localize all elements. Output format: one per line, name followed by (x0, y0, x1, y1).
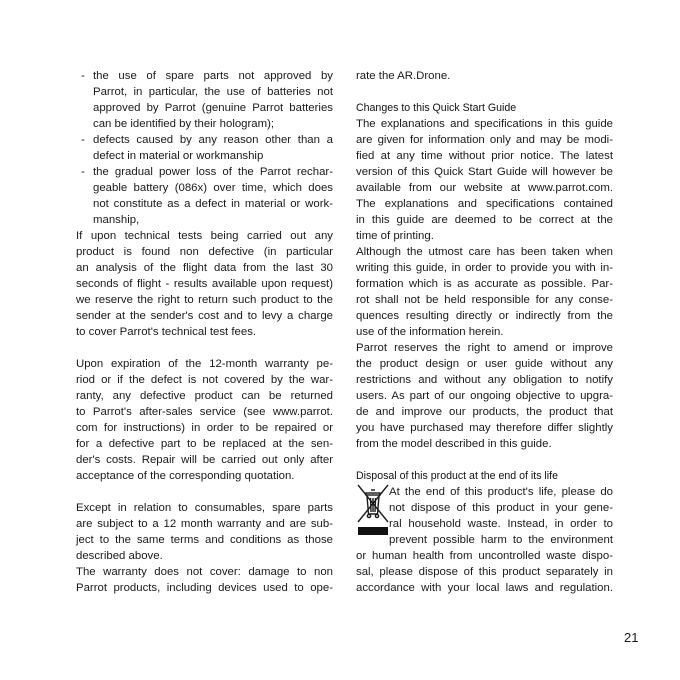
left-para-2-line: riod or if the defect is not covered by the war- (76, 374, 333, 386)
left-para-1-line: seconds of flight - results available upon request) (76, 278, 333, 290)
right-para-2-line: quences resulting directly or indirectly from the (356, 310, 613, 322)
right-para-4-indented-line: ral household waste. Instead, in order to (389, 518, 613, 530)
left-para-2-line: der's costs. Repair will be carried out only after (76, 454, 333, 466)
right-para-3-line: you have purchased may therefore differ slightly (356, 422, 613, 434)
bullet-3-line-2: geable battery (086x) over time, which does (93, 182, 333, 194)
bullet-3-line-1: the gradual power loss of the Parrot rechar- (93, 166, 333, 178)
right-para-3-line: Parrot reserves the right to amend or improve (356, 342, 613, 354)
right-para-4-line: accordance with your local laws and regulation. (356, 582, 613, 594)
right-para-3-line: de and improve our products, the product that (356, 406, 613, 418)
right-para-2-line: use of the information herein. (356, 326, 504, 338)
bullet-1-line-2: Parrot, in particular, the use of batteries not (93, 86, 333, 98)
left-para-1-line: to cover Parrot's technical test fees. (76, 326, 257, 338)
bullet-3-line-3: not constitute as a defect in material or work- (93, 198, 333, 210)
right-para-4-line: or human health from uncontrolled waste dispo- (356, 550, 613, 562)
right-para-4-line: sal, please dispose of this product separately in (356, 566, 613, 578)
bullet-1-line-1: the use of spare parts not approved by (93, 70, 333, 82)
left-para-2-line: ranty, any defective product can be returned (76, 390, 333, 402)
left-para-4-line: Parrot products, including devices used to ope- (76, 582, 333, 594)
bullet-marker: - (81, 134, 85, 146)
right-para-4-indented-line: At the end of this product's life, please do (389, 486, 613, 498)
right-para-1-line: available from our website at www.parrot.com. (356, 182, 613, 194)
left-para-4-line: The warranty does not cover: damage to non (76, 566, 333, 578)
bullet-2-line-1: defects caused by any reason other than a (93, 134, 333, 146)
left-para-3-line: ject to the same terms and conditions as those (76, 534, 333, 546)
page-number: 21 (624, 630, 639, 645)
right-para-3-line: users. As part of our ongoing objective to upgra- (356, 390, 613, 402)
left-para-3-line: Except in relation to consumables, spare parts (76, 502, 333, 514)
left-para-3-line: are subject to a 12 month warranty and are sub- (76, 518, 333, 530)
left-para-1-line: product is found non defective (in particular (76, 246, 333, 258)
right-para-3-line: the product design or user guide without any (356, 358, 613, 370)
section-heading-changes: Changes to this Quick Start Guide (356, 102, 517, 114)
right-para-1-line: fied at any time without prior notice. The latest (356, 150, 613, 162)
right-para-4-indented-line: not dispose of this product in your gene- (389, 502, 613, 514)
right-para-1-line: version of this Quick Start Guide will however be (356, 166, 613, 178)
left-para-1-line: an analysis of the flight data from the last 30 (76, 262, 333, 274)
right-para-1-line: The explanations and specifications contained (356, 198, 613, 210)
right-para-3-line: from the model described in this guide. (356, 438, 552, 450)
left-para-3-line: described above. (76, 550, 163, 562)
right-para-4-indented-line: prevent possible harm to the environment (389, 534, 613, 546)
right-para-2-line: writing this guide, in order to provide you with in- (356, 262, 613, 274)
right-para-1-line: in this guide are deemed to be correct at the (356, 214, 613, 226)
right-para-2-line: rot shall not be held responsible for any conse- (356, 294, 613, 306)
left-para-2-line: to Parrot's after-sales service (see www.parrot. (76, 406, 333, 418)
bullet-2-line-2: defect in material or workmanship (93, 150, 264, 162)
left-para-2-line: for a defective part to be replaced at the sen- (76, 438, 333, 450)
right-continuation-line: rate the AR.Drone. (356, 70, 451, 82)
bullet-marker: - (81, 70, 85, 82)
right-para-1-line: time of printing. (356, 230, 434, 242)
right-para-2-line: formation which is as accurate as possible. Par- (356, 278, 613, 290)
bullet-3-line-4: manship, (93, 214, 140, 226)
left-para-2-line: acceptance of the corresponding quotation. (76, 470, 295, 482)
right-para-2-line: Although the utmost care has been taken when (356, 246, 613, 258)
left-para-2-line: Upon expiration of the 12-month warranty pe- (76, 358, 333, 370)
left-para-1-line: we reserve the right to return such product to the (76, 294, 333, 306)
left-para-1-line: If upon technical tests being carried out any (76, 230, 333, 242)
right-para-1-line: The explanations and specifications in this guide (356, 118, 613, 130)
crossed-bin-icon (356, 484, 390, 536)
right-para-1-line: are given for information only and may be modi- (356, 134, 613, 146)
bullet-1-line-4: can be identified by their hologram); (93, 118, 275, 130)
bullet-marker: - (81, 166, 85, 178)
section-heading-disposal: Disposal of this product at the end of its life (356, 470, 558, 482)
bullet-1-line-3: approved by Parrot (genuine Parrot batteries (93, 102, 333, 114)
left-para-2-line: com for instructions) in order to be repaired or (76, 422, 333, 434)
right-para-3-line: restrictions and without any obligation to notify (356, 374, 613, 386)
left-para-1-line: sender at the sender's cost and to levy a charge (76, 310, 333, 322)
